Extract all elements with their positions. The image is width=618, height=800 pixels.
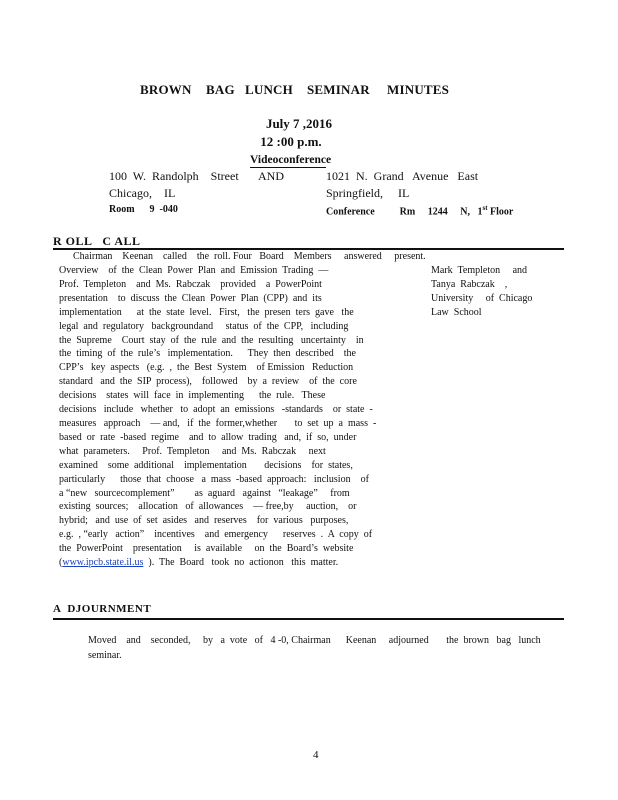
page-number: 4	[313, 749, 319, 761]
adjournment-line1: Moved and seconded, by a vote of 4 -0, Chairman Keenan adjourned the brown bag lunch	[88, 635, 541, 646]
roll-call-line: presentation to discuss the Clean Power Plan (CPP) and its	[59, 292, 322, 304]
location-right-room: Conference Rm 1244 N, 1st Floor	[326, 204, 514, 218]
roll-call-body	[59, 264, 377, 556]
roll-call-line: the timing of the rule’s implementation. They then described the	[59, 348, 356, 360]
meeting-time: 12 :00 p.m.	[260, 134, 322, 149]
roll-call-line: measures approach — and, if the former,whether to set up a mass -	[59, 417, 377, 429]
roll-call-line: implementation at the state level. First, the presen ters gave the	[59, 306, 354, 318]
location-left-city: Chicago, IL	[109, 186, 176, 200]
roll-call-line: particularly those that choose a mass -based approach: inclusion of	[59, 473, 369, 485]
roll-call-line: legal and regulatory backgroundand status of the CPP, including	[59, 320, 349, 332]
roll-call-heading: R OLL C ALL	[53, 234, 141, 248]
adjournment-rule	[53, 618, 564, 620]
location-right-street: 1021 N. Grand Avenue East	[326, 169, 479, 183]
roll-call-line: hybrid; and use of set asides and reserves for various purposes,	[59, 515, 349, 527]
roll-call-line: based or rate -based regime and to allow trading and, if so, under	[59, 431, 357, 443]
title-word-lunch: LUNCH	[245, 82, 293, 97]
board-website-link[interactable]: www.ipcb.state.il.us	[62, 557, 144, 568]
adjournment-heading: A DJOURNMENT	[53, 603, 152, 615]
roll-call-line: a “new sourcecomplement” as aguard against “leakage” from	[59, 487, 350, 499]
roll-call-line: e.g. , “early action” incentives and emergency reserves . A copy of	[59, 529, 373, 541]
title-word-brown: BROWN	[140, 82, 192, 97]
roll-call-line: Overview of the Clean Power Plan and Emission Trading —	[59, 265, 329, 276]
roll-call-line: CPP’s key aspects (e.g. , the Best System of Emission Reduction	[59, 362, 354, 374]
title-word-minutes: MINUTES	[387, 82, 450, 97]
roll-call-last-line: (www.ipcb.state.il.us ). The Board took no actionon this matter.	[59, 557, 339, 568]
roll-call-line: examined some additional implementation decisions for states,	[59, 459, 353, 471]
location-right-city: Springfield, IL	[326, 186, 410, 200]
meeting-date: July 7 ,2016	[265, 116, 333, 131]
presenter-line: University of Chicago	[431, 292, 533, 304]
presenter-line: Law School	[431, 306, 482, 318]
title-word-seminar: SEMINAR	[307, 82, 370, 97]
roll-call-line: decisions include whether to adopt an emissions -standards or state -	[59, 404, 373, 416]
roll-call-line: what parameters. Prof. Templeton and Ms. Rabczak next	[59, 445, 326, 457]
location-left-room: Room 9 -040	[109, 204, 178, 215]
location-left-street: 100 W. Randolph Street	[109, 169, 239, 183]
adjournment-line2: seminar.	[88, 650, 122, 661]
presenter-line: Tanya Rabczak ,	[431, 278, 508, 290]
roll-call-line: decisions states will face in implementing the rule. These	[59, 390, 326, 402]
roll-call-line: the Supreme Court stay of the rule and the resulting uncertainty in	[59, 334, 364, 346]
roll-call-line: the PowerPoint presentation is available on the Board’s website	[59, 543, 354, 555]
location-connector: AND	[258, 169, 284, 183]
meeting-format: Videoconference	[250, 154, 332, 166]
presenter-line: Mark Templeton and	[431, 265, 528, 276]
title-word-bag: BAG	[206, 82, 235, 97]
roll-call-line: existing sources; allocation of allowances — free,by auction, or	[59, 501, 357, 513]
presenters-block	[431, 264, 551, 320]
roll-call-line: Prof. Templeton and Ms. Rabczak provided a PowerPoint	[59, 278, 322, 290]
roll-call-first-line: Chairman Keenan called the roll. Four Board Members answered present.	[73, 251, 426, 262]
roll-call-line: standard and the SIP process), followed by a review of the core	[59, 376, 357, 388]
